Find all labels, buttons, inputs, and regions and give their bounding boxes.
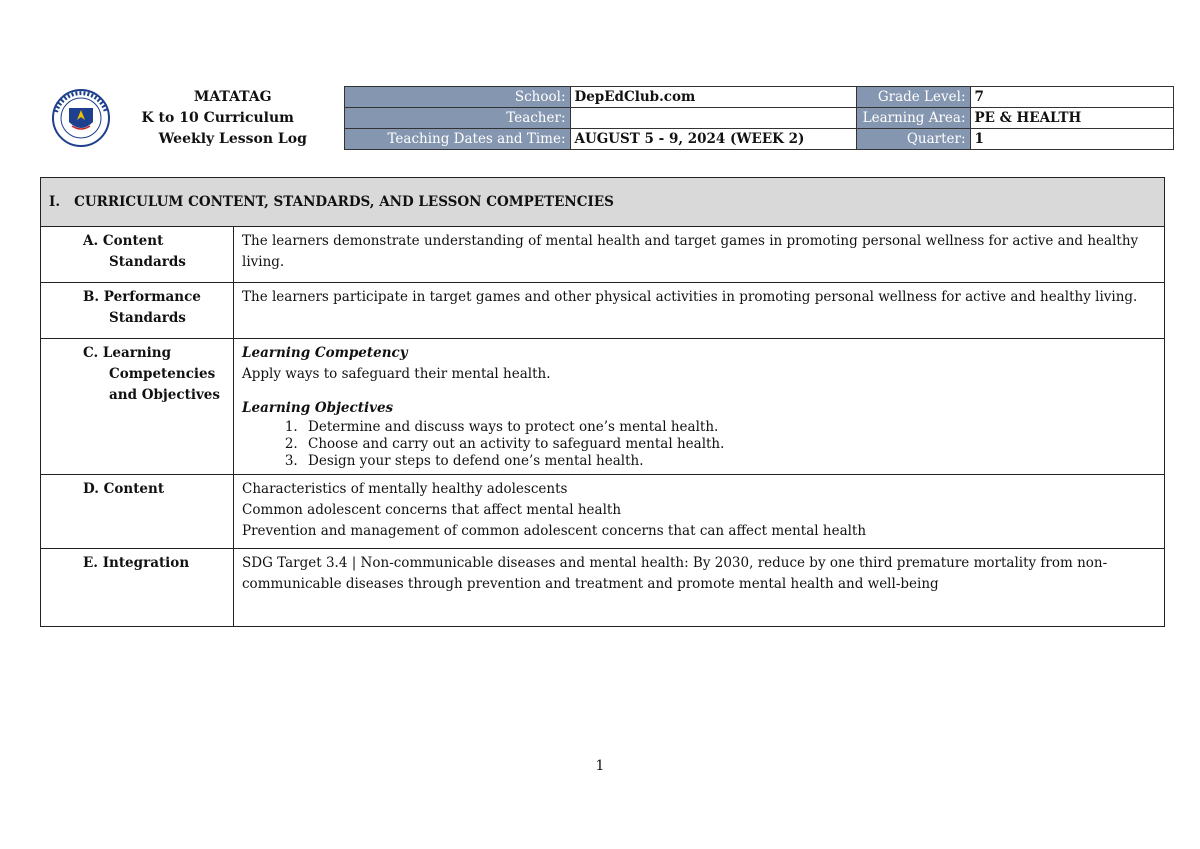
dates-value: AUGUST 5 - 9, 2024 (WEEK 2) [570,129,856,150]
seal-cell [44,87,122,150]
grade-value: 7 [970,87,1173,108]
content-line: Characteristics of mentally healthy adolescents [242,481,568,497]
deped-seal-icon [48,88,114,148]
row-learning-competencies [41,339,1165,475]
school-label: School: [344,87,570,108]
dates-label: Teaching Dates and Time: [344,129,570,150]
quarter-value: 1 [970,129,1173,150]
row-integration [41,549,1165,627]
school-value: DepEdClub.com [570,87,856,108]
area-label: Learning Area: [856,108,970,129]
content-line: Common adolescent concerns that affect mental health [242,502,622,518]
objective-item: 1. Determine and discuss ways to protect one’s mental health. [302,419,1156,436]
objective-item: 2. Choose and carry out an activity to safeguard mental health. [302,436,1156,453]
row-content-standards [41,227,1165,283]
objectives-list [242,419,1156,470]
row-content [41,475,1165,549]
competency-heading: Learning Competency [242,345,408,361]
section-title: I. CURRICULUM CONTENT, STANDARDS, AND LESSON COMPETENCIES [41,178,1165,227]
content-line: Prevention and management of common adolescent concerns that can affect mental health [242,523,867,539]
learning-competencies-label: C. Learning Competencies and Objectives [41,339,234,475]
title-curriculum: K to 10 Curriculum [141,109,294,126]
teacher-label: Teacher: [344,108,570,129]
title-weekly-log: Weekly Lesson Log [158,130,307,147]
content-standards-label: A. Content Standards [41,227,234,283]
content-label: D. Content [41,475,234,549]
area-value: PE & HEALTH [970,108,1173,129]
content-lines [234,475,1165,549]
row-performance-standards [41,283,1165,339]
curriculum-table [40,177,1165,627]
teacher-value [570,108,856,129]
page-number: 1 [595,758,605,774]
content-standards-text: The learners demonstrate understanding of mental health and target games in promoting personal wellness for active and healthy living. [234,227,1165,283]
learning-competencies-content [234,339,1165,475]
header-table [44,86,1174,150]
title-matatag: MATATAG [193,88,272,105]
objective-item: 3. Design your steps to defend one’s mental health. [302,453,1156,470]
title-cell [122,87,344,150]
integration-text: SDG Target 3.4 | Non-communicable diseases and mental health: By 2030, reduce by one third premature mortality from non-communicable diseases through prevention and treatment and promote mental health and well-being [234,549,1165,627]
quarter-label: Quarter: [856,129,970,150]
objectives-heading: Learning Objectives [242,400,394,416]
competency-text: Apply ways to safeguard their mental health. [242,366,551,382]
integration-label: E. Integration [41,549,234,627]
grade-label: Grade Level: [856,87,970,108]
performance-standards-text: The learners participate in target games and other physical activities in promoting personal wellness for active and healthy living. [234,283,1165,339]
performance-standards-label: B. Performance Standards [41,283,234,339]
